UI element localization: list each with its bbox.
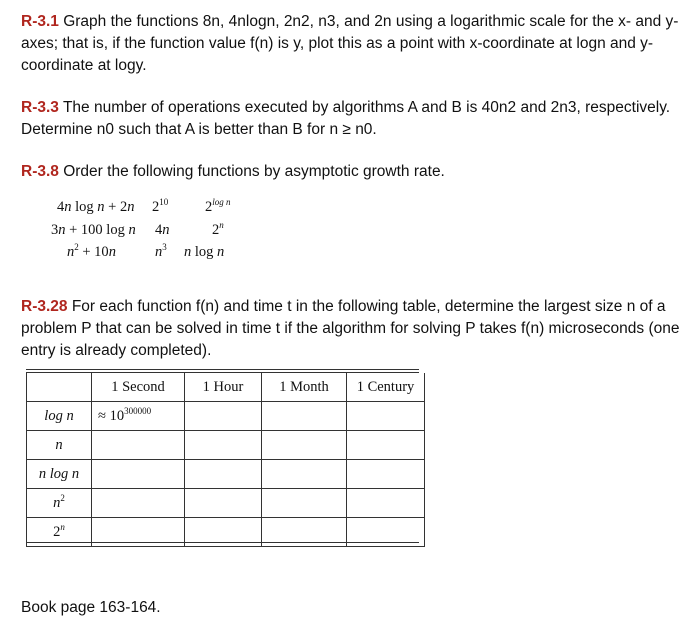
table-grid: [26, 373, 425, 547]
problem-number: R-3.8: [21, 163, 59, 180]
row-label-nlogn: n log n: [27, 460, 92, 489]
problem-number: R-3.1: [21, 13, 59, 30]
table-row: [27, 518, 425, 547]
cell-empty: [262, 402, 347, 431]
cell-empty: [262, 460, 347, 489]
book-page-note: Book page 163-164.: [21, 599, 161, 616]
row-label-logn: log n: [27, 402, 92, 431]
problem-r-3-28: [21, 296, 691, 362]
header-1-second: 1 Second: [92, 373, 185, 402]
function-2-pow-10: $2^{10}$: [152, 197, 169, 215]
cell-empty: [92, 518, 185, 547]
cell-empty: [347, 518, 425, 547]
function-nlogn: n log n: [184, 244, 225, 260]
table-row: [27, 460, 425, 489]
function-n-squared-plus-10n: $n^2 + 10n$: [67, 242, 116, 260]
function-n-cubed: $n^3$: [155, 242, 167, 260]
problem-text: For each function f(n) and time t in the following table, determine the largest size n of a problem P that can be solved in time t if the algorithm for solving P takes f(n) microseconds (one entry is already completed).: [21, 298, 680, 359]
header-1-hour: 1 Hour: [185, 373, 262, 402]
cell-empty: [185, 431, 262, 460]
cell-empty: [92, 489, 185, 518]
problem-number: R-3.3: [21, 99, 59, 116]
table-row: [27, 489, 425, 518]
problem-text: Graph the functions 8n, 4nlogn, 2n2, n3, and 2n using a logarithmic scale for the x- and y-axes; that is, if the function value f(n) is y, plot this as a point with x-coordinate at logn and y-coordinate at logy.: [21, 13, 679, 74]
cell-empty: [185, 518, 262, 547]
row-label-n: n: [27, 431, 92, 460]
cell-empty: [262, 431, 347, 460]
cell-empty: [185, 460, 262, 489]
cell-empty: [262, 518, 347, 547]
problem-number: R-3.28: [21, 298, 68, 315]
table-top-rule: [26, 369, 419, 370]
cell-empty: [347, 431, 425, 460]
problem-text: The number of operations executed by algorithms A and B is 40n2 and 2n3, respectively. Determine n0 such that A is better than B for n ≥ n0.: [21, 99, 671, 138]
problem-r-3-3: [21, 97, 691, 141]
cell-empty: [185, 489, 262, 518]
function-2-pow-n: 2$^n$: [212, 220, 224, 238]
problem-text: Order the following functions by asymptotic growth rate.: [63, 163, 445, 180]
growth-table: [26, 369, 419, 547]
table-row: [27, 431, 425, 460]
cell-logn-1-second: ≈ $10^{300000}$: [92, 402, 185, 431]
function-2-pow-logn: $2^{log n}$: [205, 197, 231, 215]
cell-empty: [347, 402, 425, 431]
function-3n-plus-100logn: 3n + 100 log n: [51, 222, 136, 238]
table-row: [27, 402, 425, 431]
table-header-row: [27, 373, 425, 402]
row-label-2-pow-n: 2$^n$: [27, 518, 92, 547]
cell-empty: [347, 460, 425, 489]
row-label-n-squared: $n^2$: [27, 489, 92, 518]
function-4n: 4n: [155, 222, 170, 238]
cell-empty: [92, 460, 185, 489]
header-empty: [27, 373, 92, 402]
cell-empty: [92, 431, 185, 460]
header-1-century: 1 Century: [347, 373, 425, 402]
cell-empty: [262, 489, 347, 518]
problem-r-3-1: [21, 11, 691, 77]
cell-empty: [347, 489, 425, 518]
cell-empty: [185, 402, 262, 431]
function-4nlogn-plus-2n: 4n log n + 2n: [57, 199, 135, 215]
header-1-month: 1 Month: [262, 373, 347, 402]
problem-r-3-8: [21, 161, 691, 183]
